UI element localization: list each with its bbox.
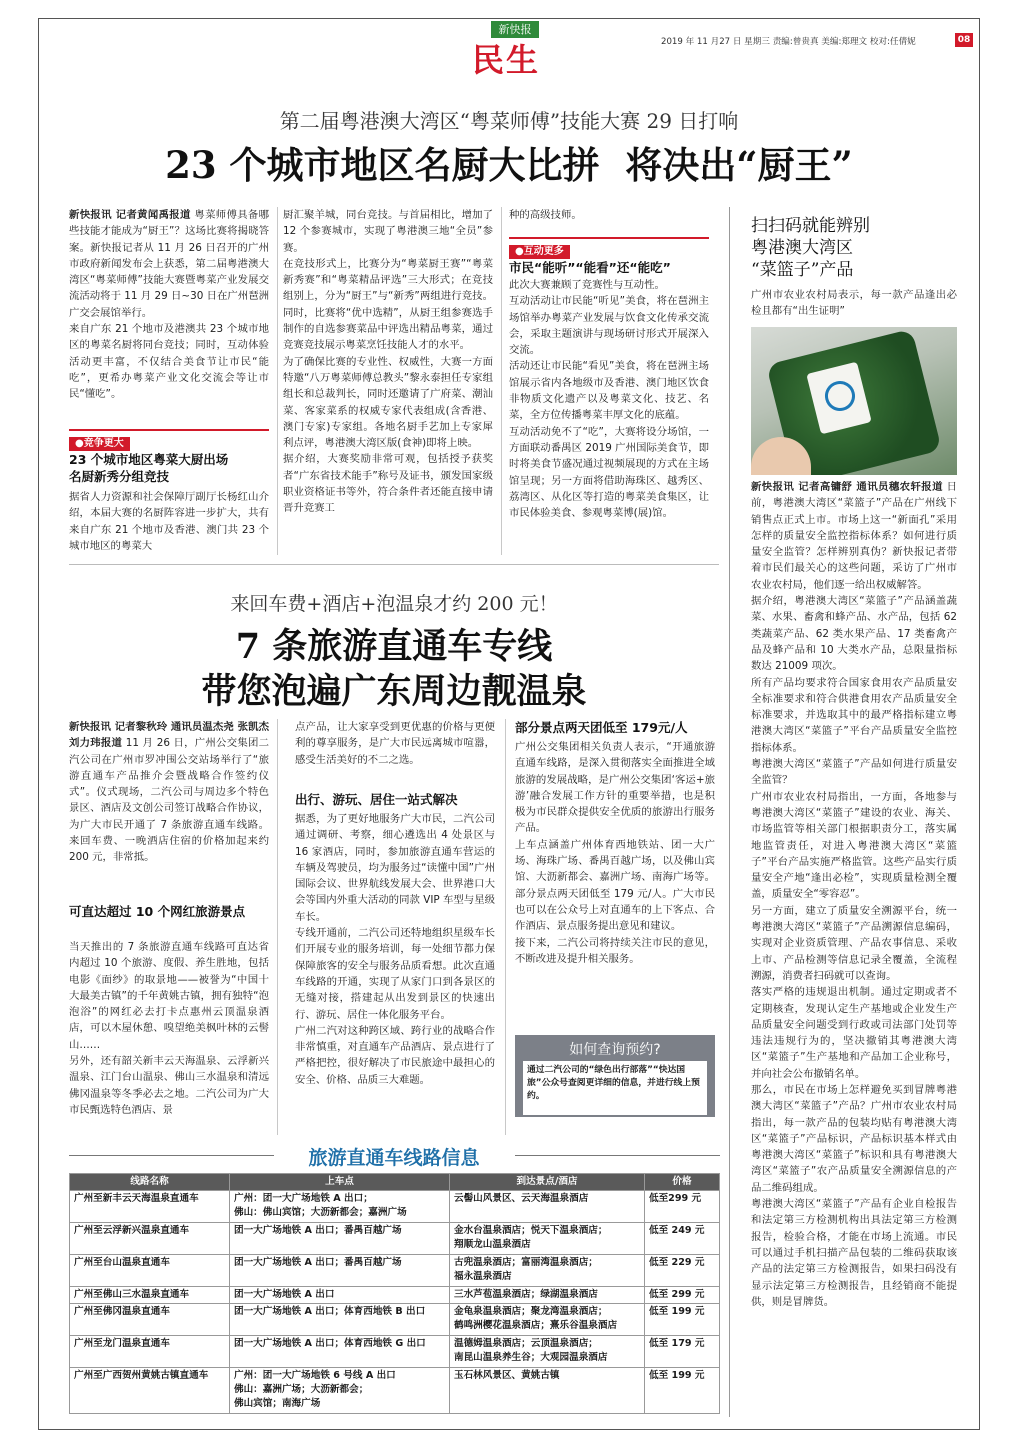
story2-sub2: 出行、游玩、居住一站式解决 — [295, 792, 458, 807]
table-title: 旅游直通车线路信息 — [308, 1147, 480, 1169]
story2-col1-p2: 当天推出的 7 条旅游直通车线路可直达省内超过 10 个旅游、度假、养生胜地，包括电影《面纱》的取景地——被誉为“中国十大最美古镇”的千年黄姚古镇，拥有独特“泡泡浴”的网红必去打卡点惠州云顶温泉酒店，可以木屋休憩、嗅望绝美枫叶林的云髻山…… 另外，还有韶关新丰云天海温泉、云浮新兴温泉、江门台山温泉、佛山三水温泉和清远佛冈温泉等冬季必去之地。二汽公司为广大市民甄选特色酒店、景 — [69, 941, 269, 1116]
route-name: 广州至龙门温泉直通车 — [70, 1336, 230, 1368]
column-divider — [277, 207, 278, 555]
price: 低至 179 元 — [645, 1336, 720, 1368]
destinations: 玉石林风景区、黄姚古镇 — [450, 1368, 645, 1414]
tag-interact — [509, 237, 709, 259]
tag-rule — [509, 237, 709, 239]
tag-label: ●互动更多 — [509, 245, 570, 259]
story1-col3-p2: 此次大赛兼顾了竞赛性与互动性。 互动活动让市民能“听见”美食，将在琶洲主场馆举办粤菜产业发展与饮食文化传承交流会，采取主题演讲与现场研讨形式开展深入交流。 活动还让市民能“看见”美食，将在琶洲主场馆展示省内各地级市及香港、澳门地区饮食非物质文化遗产以及粤菜文化、技艺、名菜，全方位传播粤菜丰厚文化的底蕴。 互动活动免不了“吃”，大赛将设分场馆，一方面联动番禺区 2019 广州国际美食节，即时将美食节盛况通过视频展现的方式在主场馆呈现；另一方面将借助海珠区、越秀区、荔湾区、从化区等打造的粤菜美食集区，让市民体验美食、参观粤菜博(展)馆。 — [509, 279, 709, 520]
price: 低至 249 元 — [645, 1223, 720, 1255]
destinations: 古兜温泉酒店；富丽湾温泉酒店； 福永温泉酒店 — [450, 1255, 645, 1287]
route-name: 广州至台山温泉直通车 — [70, 1255, 230, 1287]
newspaper-page — [38, 18, 980, 1430]
story2-byline: 新快报讯 记者黎秋玲 通讯员温杰尧 张凯杰 刘力玮报道 — [69, 721, 269, 750]
boarding-points: 广州：团一大广场地铁 6 号线 A 出口 佛山：嘉洲广场；大沥新都会； 佛山宾馆；南海广场 — [230, 1368, 450, 1414]
logo-text: 新快报 — [498, 23, 532, 36]
tag-label: ●竞争更大 — [69, 437, 130, 451]
col-header: 线路名称 — [70, 1174, 230, 1191]
table-row — [70, 1336, 720, 1368]
story1-col2: 厨汇聚羊城，同台竞技。与首届相比，增加了 12 个参赛城市，实现了粤港澳三地“全员”参赛。 在竞技形式上，比赛分为“粤菜厨王赛”“粤菜新秀赛”和“粤菜精品评选”三大形式；在竞技组别上，分为“厨王”与“新秀”两组进行竞技。同时，比赛将“优中选精”，从厨王组参赛选手制作的自选参赛菜品中评选出精品粤菜，通过竞赛竞技展示粤菜烹饪技能人才的水平。 为了确保比赛的专业性、权威性，大赛一方面特邀“八万粤菜师傅总教头”黎永泰担任专家组组长和总裁判长，同时还邀请了广府菜、潮汕菜、客家菜系的权威专家代表组成(含香港、澳门专家)专家组。各地名厨手艺加上专家犀利点评，粤港澳大湾区版(食神)即将上映。 据介绍，大赛奖励非常可观，包括授予获奖者“广东省技术能手”称号及证书，颁发国家级职业资格证书等外，符合条件者还能直接申请晋升竞赛工 — [283, 209, 493, 515]
section-rule — [69, 564, 719, 565]
price: 低至 199 元 — [645, 1368, 720, 1414]
story1-sub1: 23 个城市地区粤菜大厨出场 名厨新秀分组竞技 — [69, 452, 229, 484]
table-row — [70, 1223, 720, 1255]
route-name: 广州至佛山三水温泉直通车 — [70, 1287, 230, 1304]
column-divider — [501, 207, 502, 555]
price: 低至 229 元 — [645, 1255, 720, 1287]
story2-col3: 广州公交集团相关负责人表示，“开通旅游直通车线路，是深入贯彻落实全面推进全域旅游的发展战略，是广州公交集团‘客运+旅游’融合发展工作方针的重要举措，也是积极为市民群众提供安全优质的旅游出行服务产品。 上车点涵盖广州体育西地铁站、团一大广场、海珠广场、番禺百越广场，以及佛山宾馆、大沥新都会、嘉洲广场、南海广场等。部分景点两天团低至 179 元/人。广大市民也可以在公众号上对直通车的上下客点、合作酒店、景点服务提出意见和建议。 接下来，二汽公司将持续关注市民的意见，不断改进及提升相关服务。 — [515, 741, 715, 965]
boarding-points: 团一大广场地铁 A 出口 — [230, 1287, 450, 1304]
route-name: 广州至新丰云天海温泉直通车 — [70, 1191, 230, 1223]
tag-rule — [69, 429, 269, 431]
table-header-row — [70, 1174, 720, 1191]
route-name: 广州至佛冈温泉直通车 — [70, 1304, 230, 1336]
column-divider — [505, 719, 506, 1135]
col-header: 上车点 — [230, 1174, 450, 1191]
table-row — [70, 1287, 720, 1304]
story2-col1-p1 — [69, 719, 269, 895]
story1-col1-p2: 据省人力资源和社会保障厅副厅长杨红山介绍，本届大赛的名厨阵容进一步扩大，共有来自广东 21 个地市及香港、澳门共 23 个城市地区的粤菜大 — [69, 491, 269, 552]
table-row — [70, 1368, 720, 1414]
boarding-points: 团一大广场地铁 A 出口；番禺百越广场 — [230, 1255, 450, 1287]
story2-sub3: 部分景点两天团低至 179元/人 — [515, 720, 688, 735]
col-header: 价格 — [645, 1174, 720, 1191]
route-table — [69, 1173, 720, 1414]
sidebar-body — [751, 479, 957, 1417]
date-line: 2019 年 11 月27 日 星期三 责编:曾贵真 美编:郑理文 校对:任倩妮 — [661, 37, 916, 47]
boarding-points: 广州：团一大广场地铁 A 出口； 佛山：佛山宾馆；大沥新都会；嘉洲广场 — [230, 1191, 450, 1223]
table-row — [70, 1255, 720, 1287]
boarding-points: 团一大广场地铁 A 出口；体育西地铁 G 出口 — [230, 1336, 450, 1368]
story2-headline2: 带您泡遍广东周边靓温泉 — [201, 671, 587, 712]
sidebar-lead: 广州市农业农村局表示，每一款产品逢出必检且都有“出生证明” — [751, 289, 957, 318]
boarding-points: 团一大广场地铁 A 出口；体育西地铁 B 出口 — [230, 1304, 450, 1336]
query-body: 通过二汽公司的“绿色出行部落”“快达国旅”公众号查阅更详细的信息，并进行线上预约。 — [523, 1061, 707, 1115]
price: 低至 199 元 — [645, 1304, 720, 1336]
sidebar-byline: 新快报讯 记者高镛舒 通讯员穗农轩报道 — [751, 481, 943, 493]
story1-col1-p1: 粤菜师傅具备哪些技能才能成为“厨王”？这场比赛将揭晓答案。新快报记者从 11 月 26 日召开的广州市政府新闻发布会上获悉，第二届粤港澳大湾区“粤菜师傅”技能大赛暨粤菜产业发展交流活动将于 11 月 29 日~30 日在广州琶洲广交会展馆举行。 来自广东 21 个地市及港澳共 23 个城市地区的粤菜名厨将同台竞技；同时，互动体验活动更丰富，不仅结合美食节让市民“能吃”，更希办粤菜产业文化交流会等让市民“懂吃”。 — [69, 209, 269, 401]
story2-col2-p2: 据悉，为了更好地服务广大市民，二汽公司通过调研、考察，细心遴选出 4 处景区与 16 家酒店，同时，参加旅游直通车营运的车辆及驾驶员，均为服务过“读懂中国”广州国际会议、世界航线发展大会、世界港口大会等国内外重大活动的同款 VIP 车型与星级车长。 专线开通前，二汽公司还特地组织星级车长们开展专业的服务培训，每一处细节都力保保障旅客的安全与服务品质看想。此次直通车线路的开通，实现了从家门口到各景区的无缝对接，搭建起从出发到景区的快速出行、游玩、居住一体化服务平台。 广州二汽对这种跨区域、跨行业的战略合作非常慎重，对直通车产品酒店、景点进行了严格把控，很好解决了市民旅途中最担心的安全、价格、品质三大难题。 — [295, 813, 495, 1086]
table-title-rule — [69, 1155, 274, 1156]
col-header: 到达景点/酒店 — [450, 1174, 645, 1191]
story2-col1-text: 11 月 26 日，广州公交集团二汽公司在广州市罗冲围公交站场举行了“旅游直通车产品推介会暨战略合作签约仪式”。仪式现场，二汽公司与周边多个特色景区、酒店及文创公司签订战略合作协议，为广大市民开通了 7 条旅游直通车线路。来回车费、一晚酒店住宿的价格加起来约 200 元，非常抵。 — [69, 737, 269, 864]
column-divider — [277, 719, 278, 1135]
sidebar-divider — [729, 207, 730, 1417]
story1-sub2: 市民“能听”“能看”还“能吃” — [509, 260, 671, 275]
story2-headline1: 7 条旅游直通车专线 — [235, 626, 553, 667]
sidebar-title: 扫扫码就能辨别 粤港澳大湾区 “菜篮子”产品 — [751, 216, 870, 280]
route-name: 广州至云浮新兴温泉直通车 — [70, 1223, 230, 1255]
destinations: 三水芦苞温泉酒店；绿湖温泉酒店 — [450, 1287, 645, 1304]
price: 低至 299 元 — [645, 1287, 720, 1304]
query-box — [515, 1035, 715, 1117]
boarding-points: 团一大广场地铁 A 出口；番禺百越广场 — [230, 1223, 450, 1255]
destinations: 金龟泉温泉酒店；聚龙湾温泉酒店； 鹤鸣洲樱花温泉酒店；熹乐谷温泉酒店 — [450, 1304, 645, 1336]
story1-kicker: 第二届粤港澳大湾区“粤菜师傅”技能大赛 29 日打响 — [279, 109, 739, 133]
story2-kicker: 来回车费+酒店+泡温泉才约 200 元！ — [230, 593, 558, 615]
story2-sub1: 可直达超过 10 个网红旅游景点 — [69, 904, 246, 919]
table-title-rule — [515, 1155, 720, 1156]
story1-byline: 新快报讯 记者黄闻禹报道 — [69, 209, 191, 221]
destinations: 温德姆温泉酒店；云顶温泉酒店； 南昆山温泉养生谷；大观园温泉酒店 — [450, 1336, 645, 1368]
page-number: 08 — [955, 33, 973, 47]
table-row — [70, 1191, 720, 1223]
sidebar-body-text: 日前，粤港澳大湾区“菜篮子”产品在广州线下销售点正式上市。市场上这一“新面孔”采用怎样的质量安全监控指标体系？如何进行质量安全监管？怎样辨别真伪？新快报记者带着市民们最关心的这些问题，采访了广州市农业农村局，他们逐一给出权威解答。 据介绍，粤港澳大湾区“菜篮子”产品涵盖蔬菜、水果、畜禽和蜂产品、水产品，包括 62 类蔬菜产品、62 类水果产品、17 类畜禽产品及蜂产品和 10 大类水产品，总限量指标数达 21009 项次。 所有产品均要求符合国家食用农产品质量安全标准要求和符合供港食用农产品质量安全标准要求，并选取其中的最严格指标建立粤港澳大湾区“菜篮子”平台产品质量安全监控指标体系。 粤港澳大湾区“菜篮子”产品如何进行质量安全监管？ 广州市农业农村局指出，一方面，各地参与粤港澳大湾区“菜篮子”建设的农业、海关、市场监管等相关部门根据职责分工，落实属地监管责任，对进入粤港澳大湾区“菜篮子”平台产品实施严格监管。这些产品实行质量安全产地“逢出必检”，实现质量检测全覆盖，质量安全“零容忍”。 另一方面，建立了质量安全溯源平台，统一粤港澳大湾区“菜篮子”产品溯源信息编码，实现对企业资质管理、产品农事信息、采收上市、产品检测等信息记录全覆盖，全流程溯源，消费者扫码就可以查询。 落实严格的违规退出机制。通过定期或者不定期核查，发现认定生产基地或企业发生产品质量安全问题受到行政或司法部门处罚等违法违规行为的，坚决撤销其粤港澳大湾区“菜篮子”生产基地和产品加工企业称号，并向社会公布撤销名单。 那么，市民在市场上怎样避免买到冒牌粤港澳大湾区“菜篮子”产品？广州市农业农村局指出，每一款产品的包装均贴有粤港澳大湾区“菜篮子”产品标识，产品标识基本样式由粤港澳大湾区“菜篮子”标识和具有粤港澳大湾区“菜篮子”农产品质量安全溯源信息的产品二维码组成。 粤港澳大湾区“菜篮子”产品有企业自检报告和法定第三方检测机构出具法定第三方检测报告，检验合格，才能在市场上流通。市民可以通过手机扫描产品包装的二维码获取该产品的法定第三方检测报告，如果扫码没有显示法定第三方检测报告，且经销商不能提供，则是冒牌货。 — [751, 481, 957, 1308]
tag-compete — [69, 429, 269, 451]
vegetable-photo — [751, 327, 957, 475]
story1-headline: 23 个城市地区名厨大比拼 将决出“厨王” — [165, 143, 853, 187]
price: 低至299 元 — [645, 1191, 720, 1223]
story2-col2-p1: 点产品，让大家享受到更优惠的价格与更便利的尊享服务，是广大市民远离城市喧嚣，感受生活美好的不二之选。 — [295, 721, 495, 766]
route-name: 广州至广西贺州黄姚古镇直通车 — [70, 1368, 230, 1414]
story1-col1-top — [69, 207, 269, 424]
query-title: 如何查询预约? — [569, 1042, 661, 1058]
destinations: 金水台温泉酒店；悦天下温泉酒店； 翔顺龙山温泉酒店 — [450, 1223, 645, 1255]
story1-col3-p1: 种的高级技师。 — [509, 209, 582, 221]
destinations: 云髻山风景区、云天海温泉酒店 — [450, 1191, 645, 1223]
table-row — [70, 1304, 720, 1336]
section-title: 民生 — [472, 41, 541, 79]
